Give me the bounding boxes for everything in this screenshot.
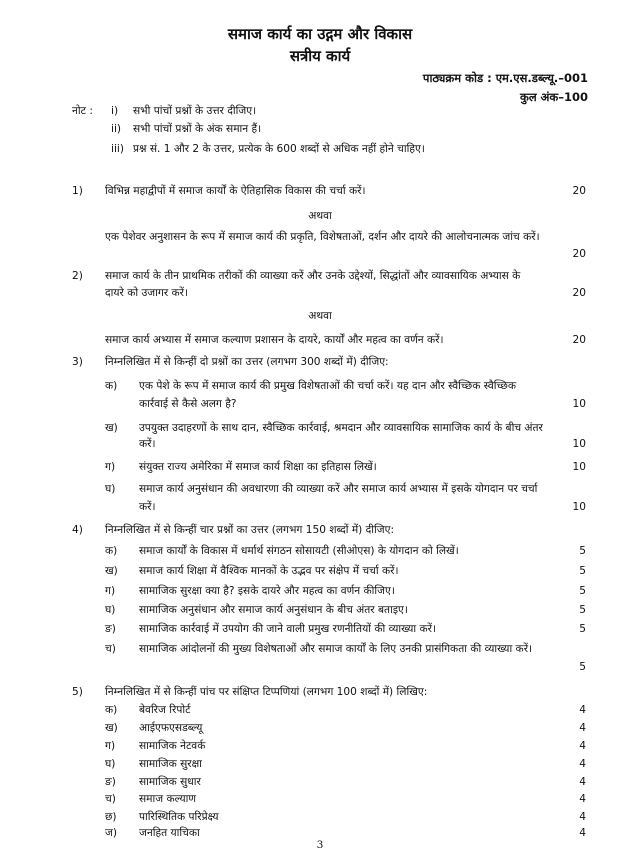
sub-question-text: समाज कार्यों के विकास में धर्मार्थ संगठन सोसायटी (सीओएस) के योगदान को लिखें। xyxy=(139,545,459,557)
question-text-continued: दायरे को उजागर करें। xyxy=(105,287,189,299)
sub-question-text: सामाजिक सुधार xyxy=(139,776,201,788)
sub-question-number: च) xyxy=(105,793,116,805)
note-item-text: सभी पांचों प्रश्नों के उत्तर दीजिए। xyxy=(133,105,257,117)
sub-question-text: समाज कार्य अनुसंधान की अवधारणा की व्याख्या करें और समाज कार्य अभ्यास में इसके योगदान पर चर्चा xyxy=(139,483,538,495)
question-text: समाज कार्य के तीन प्राथमिक तरीकों की व्याख्या करें और उनके उद्देश्यों, सिद्धांतों और व्यावसायिक अभ्यास के xyxy=(105,270,521,282)
sub-question-marks: 5 xyxy=(579,623,586,635)
alternative-question-text: समाज कार्य अभ्यास में समाज कल्याण प्रशासन के दायरे, कार्यों और महत्व का वर्णन करें। xyxy=(105,334,444,346)
sub-question-text: सामाजिक अनुसंधान और समाज कार्य अनुसंधान के बीच अंतर बताइए। xyxy=(139,604,408,616)
question-marks: 20 xyxy=(572,287,586,299)
sub-question-number: ग) xyxy=(105,461,116,473)
sub-question-number: ग) xyxy=(105,740,116,752)
question-text: निम्नलिखित में से किन्हीं दो प्रश्नों का उत्तर (लगभग 300 शब्दों में) दीजिए: xyxy=(105,356,389,368)
sub-question-number: ङ) xyxy=(105,776,116,788)
note-label: नोट : xyxy=(72,105,93,117)
sub-question-text: सामाजिक कार्रवाई में उपयोग की जाने वाली प्रमुख रणनीतियों की व्याख्या करें। xyxy=(139,623,437,635)
alternative-question-text: एक पेशेवर अनुशासन के रूप में समाज कार्य की प्रकृति, विशेषताओं, दर्शन और दायरे की आलोचनात्मक जांच करें। xyxy=(105,231,540,243)
sub-question-number: घ) xyxy=(105,758,116,770)
sub-question-text: बेवरिज रिपोर्ट xyxy=(139,704,191,716)
sub-question-text: पारिस्थितिक परिप्रेक्ष्य xyxy=(139,811,219,823)
question-number: 1) xyxy=(72,185,83,197)
sub-question-marks: 4 xyxy=(579,722,586,734)
note-item-num: ii) xyxy=(111,123,122,135)
sub-question-marks: 10 xyxy=(572,398,586,410)
sub-question-marks: 4 xyxy=(579,740,586,752)
question-number: 5) xyxy=(72,686,83,698)
question-marks: 20 xyxy=(572,248,586,260)
sub-question-text-continued: करें। xyxy=(139,438,156,450)
sub-question-text: समाज कार्य शिक्षा में वैश्विक मानकों के उद्भव पर संक्षेप में चर्चा करें। xyxy=(139,565,399,577)
total-marks: कुल अंक–100 xyxy=(519,90,588,104)
sub-question-number: क) xyxy=(105,704,118,716)
sub-question-text: सामाजिक आंदोलनों की मुख्य विशेषताओं और समाज कार्यों के लिए उनकी प्रासंगिकता की व्याख्या करें। xyxy=(139,643,533,655)
sub-question-number: च) xyxy=(105,643,116,655)
sub-question-text: सामाजिक सुरक्षा xyxy=(139,758,202,770)
note-item-text: प्रश्न सं. 1 और 2 के उत्तर, प्रत्येक के 600 शब्दों से अधिक नहीं होने चाहिए। xyxy=(133,143,425,155)
sub-question-text-continued: करें। xyxy=(139,501,156,513)
note-item-num: iii) xyxy=(111,143,124,155)
question-text: निम्नलिखित में से किन्हीं पांच पर संक्षिप्त टिप्पणियां (लगभग 100 शब्दों में) लिखिए: xyxy=(105,686,428,698)
sub-question-number: ख) xyxy=(105,722,118,734)
sub-question-marks: 10 xyxy=(572,461,586,473)
sub-question-text: समाज कल्याण xyxy=(139,793,196,805)
sub-question-marks: 4 xyxy=(579,793,586,805)
or-divider: अथवा xyxy=(308,310,332,322)
page-subtitle: सत्रीय कार्य xyxy=(289,47,351,65)
question-number: 2) xyxy=(72,270,83,282)
sub-question-text: सामाजिक नेटवर्क xyxy=(139,740,206,752)
sub-question-marks: 10 xyxy=(572,501,586,513)
sub-question-marks: 4 xyxy=(579,776,586,788)
sub-question-text: सामाजिक सुरक्षा क्या है? इसके दायरे और महत्व का वर्णन कीजिए। xyxy=(139,585,395,597)
note-item-text: सभी पांचों प्रश्नों के अंक समान हैं। xyxy=(133,123,262,135)
sub-question-text-continued: कार्रवाई से कैसे अलग है? xyxy=(139,398,237,410)
sub-question-number: क) xyxy=(105,380,118,392)
sub-question-number: ग) xyxy=(105,585,116,597)
sub-question-marks: 10 xyxy=(572,438,586,450)
sub-question-marks: 5 xyxy=(579,661,586,673)
sub-question-marks: 4 xyxy=(579,827,586,839)
sub-question-marks: 5 xyxy=(579,604,586,616)
sub-question-number: क) xyxy=(105,545,118,557)
question-marks: 20 xyxy=(572,185,586,197)
question-text: निम्नलिखित में से किन्हीं चार प्रश्नों का उत्तर (लगभग 150 शब्दों में) दीजिए: xyxy=(105,524,395,536)
question-text: विभिन्न महाद्वीपों में समाज कार्यों के ऐतिहासिक विकास की चर्चा करें। xyxy=(105,185,366,197)
sub-question-marks: 5 xyxy=(579,585,586,597)
sub-question-marks: 5 xyxy=(579,545,586,557)
course-code: पाठ्यक्रम कोड : एम.एस.डब्ल्यू.–001 xyxy=(422,71,588,85)
page-number: 3 xyxy=(316,839,324,851)
question-number: 4) xyxy=(72,524,83,536)
sub-question-number: घ) xyxy=(105,604,116,616)
page-title: समाज कार्य का उद्गम और विकास xyxy=(227,25,413,43)
sub-question-marks: 4 xyxy=(579,811,586,823)
sub-question-text: उपयुक्त उदाहरणों के साथ दान, स्वैच्छिक कार्रवाई, श्रमदान और व्यावसायिक सामाजिक कार्य के बीच अंतर xyxy=(139,422,543,434)
sub-question-number: ङ) xyxy=(105,623,116,635)
sub-question-number: ख) xyxy=(105,422,118,434)
or-divider: अथवा xyxy=(308,210,332,222)
note-item-num: i) xyxy=(111,105,119,117)
question-number: 3) xyxy=(72,356,83,368)
sub-question-number: ख) xyxy=(105,565,118,577)
sub-question-marks: 5 xyxy=(579,565,586,577)
sub-question-marks: 4 xyxy=(579,704,586,716)
sub-question-text: संयुक्त राज्य अमेरिका में समाज कार्य शिक्षा का इतिहास लिखें। xyxy=(139,461,377,473)
sub-question-text: आईएफएसडब्ल्यू xyxy=(139,722,203,734)
sub-question-marks: 4 xyxy=(579,758,586,770)
sub-question-text: जनहित याचिका xyxy=(139,827,200,839)
question-marks: 20 xyxy=(572,334,586,346)
sub-question-number: घ) xyxy=(105,483,116,495)
sub-question-number: ज) xyxy=(105,827,117,839)
sub-question-number: छ) xyxy=(105,811,117,823)
sub-question-text: एक पेशे के रूप में समाज कार्य की प्रमुख विशेषताओं की चर्चा करें। यह दान और स्वैच्छिक स्वैच्छिक xyxy=(139,380,516,392)
